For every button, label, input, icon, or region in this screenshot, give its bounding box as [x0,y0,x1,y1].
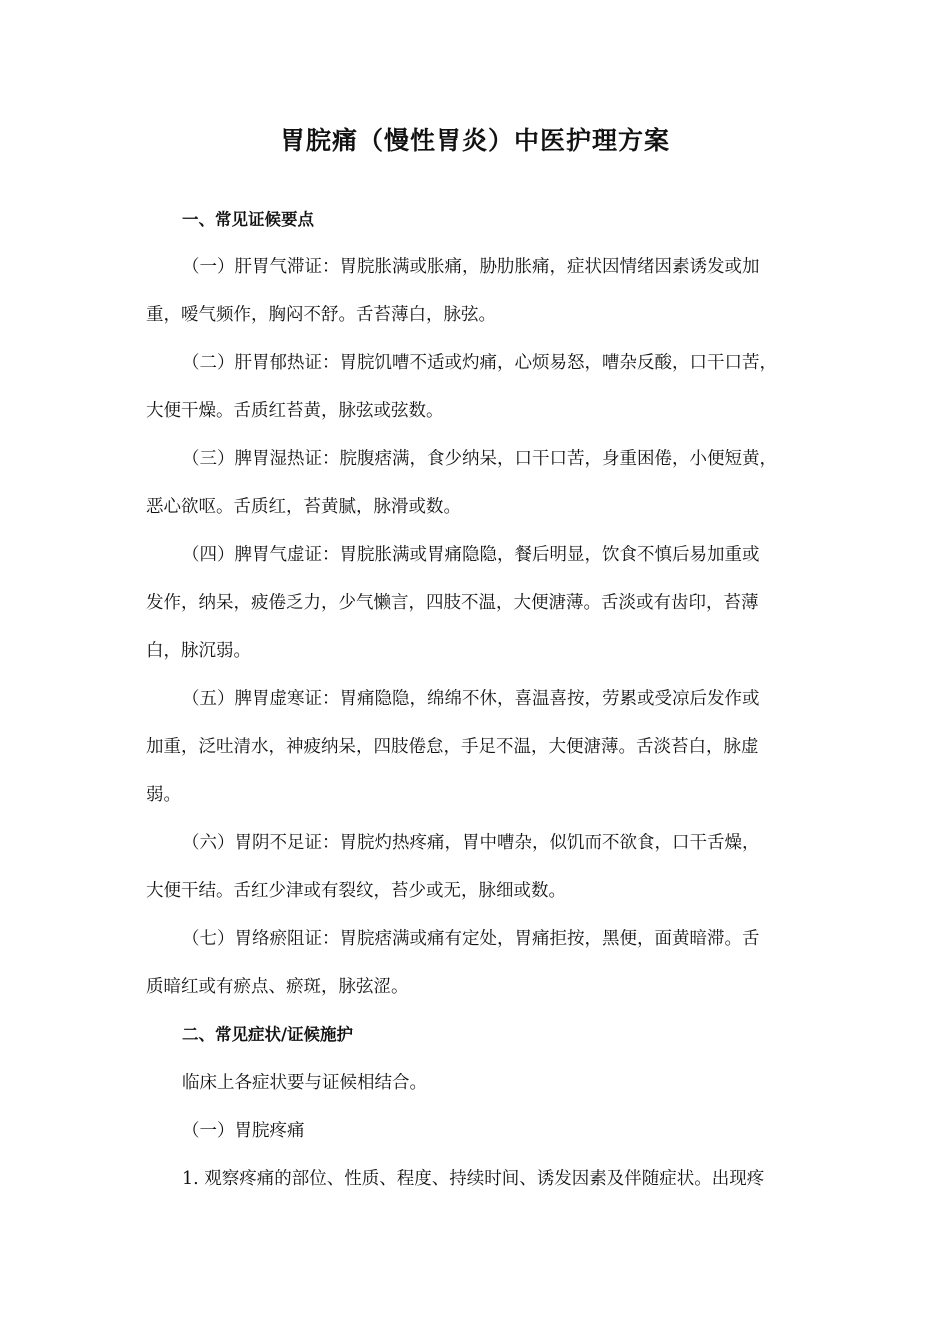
paragraph-line: 加重，泛吐清水，神疲纳呆，四肢倦怠，手足不温，大便溏薄。舌淡苔白，脉虚 [146,737,759,757]
paragraph-line: 大便干燥。舌质红苔黄，脉弦或弦数。 [146,401,444,421]
document-title: 胃脘痛（慢性胃炎）中医护理方案 [279,126,670,155]
syndrome-paragraph-5 [146,675,808,819]
paragraph-line: 弱。 [146,785,181,805]
paragraph-line: 质暗红或有瘀点、瘀斑，脉弦涩。 [146,977,409,997]
section-heading-common-syndromes: 一、常见证候要点 [182,210,314,229]
section-heading-symptom-care: 二、常见症状/证候施护 [182,1025,354,1044]
paragraph-line: （七）胃络瘀阻证：胃脘痞满或痛有定处，胃痛拒按，黑便，面黄暗滞。舌 [182,929,760,949]
syndrome-paragraph-7 [146,915,808,1011]
paragraph-line: 重，嗳气频作，胸闷不舒。舌苔薄白，脉弦。 [146,305,496,325]
syndrome-paragraph-2 [146,339,808,435]
paragraph-line: （五）脾胃虚寒证：胃痛隐隐，绵绵不休，喜温喜按，劳累或受凉后发作或 [182,689,760,709]
paragraph-line: 白，脉沉弱。 [146,641,251,661]
paragraph-line: 发作，纳呆，疲倦乏力，少气懒言，四肢不温，大便溏薄。舌淡或有齿印，苔薄 [146,593,759,613]
paragraph-line: （六）胃阴不足证：胃脘灼热疼痛，胃中嘈杂，似饥而不欲食，口干舌燥， [182,833,760,853]
syndrome-paragraph-1 [146,243,808,339]
paragraph-line: 恶心欲呕。舌质红，苔黄腻，脉滑或数。 [146,497,461,517]
paragraph-line: （一）肝胃气滞证：胃脘胀满或胀痛，胁肋胀痛，症状因情绪因素诱发或加 [182,257,760,277]
paragraph-line: （二）肝胃郁热证：胃脘饥嘈不适或灼痛，心烦易怒，嘈杂反酸，口干口苦， [182,353,777,373]
paragraph-line: 大便干结。舌红少津或有裂纹，苔少或无，脉细或数。 [146,881,566,901]
paragraph-line: （三）脾胃湿热证：脘腹痞满，食少纳呆，口干口苦，身重困倦，小便短黄， [182,449,777,469]
syndrome-paragraph-3 [146,435,808,531]
list-item-1 [146,1155,808,1203]
syndrome-paragraph-6 [146,819,808,915]
syndrome-paragraph-4 [146,531,808,675]
paragraph-line: 1. 观察疼痛的部位、性质、程度、持续时间、诱发因素及伴随症状。出现疼 [182,1169,765,1189]
subsection-heading-epigastric-pain: （一）胃脘疼痛 [182,1121,305,1141]
paragraph-line: （四）脾胃气虚证：胃脘胀满或胃痛隐隐，餐后明显，饮食不慎后易加重或 [182,545,760,565]
section-intro: 临床上各症状要与证候相结合。 [182,1073,427,1093]
